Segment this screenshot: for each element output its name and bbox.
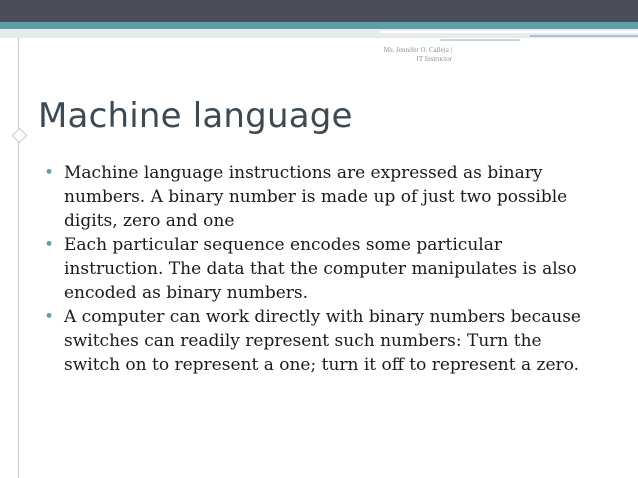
bullet-list bbox=[40, 161, 600, 377]
bullet-item bbox=[40, 233, 600, 305]
bullet-dot: • bbox=[44, 235, 55, 255]
bullet-text: Machine language instructions are expressed as binary numbers. A binary number is made up of just two possible digits, zero and one bbox=[64, 163, 568, 231]
header-band-teal bbox=[0, 22, 638, 29]
instructor-name: Ms. Jennifer O. Calleja | bbox=[383, 46, 452, 54]
bullet-dot: • bbox=[44, 163, 55, 183]
bullet-item bbox=[40, 161, 600, 233]
side-diamond-marker bbox=[12, 128, 28, 144]
header-band-dark bbox=[0, 0, 638, 22]
bullet-text: Each particular sequence encodes some particular instruction. The data that the computer manipulates is also encoded as binary numbers. bbox=[64, 235, 577, 303]
bullet-dot: • bbox=[44, 307, 55, 327]
bullet-text: A computer can work directly with binary numbers because switches can readily represent such numbers: Turn the switch on to represent a one; turn it off to represent a zero. bbox=[64, 307, 581, 375]
header-accent-line bbox=[530, 35, 638, 37]
side-rule bbox=[18, 38, 19, 478]
header-accent-line bbox=[380, 31, 638, 33]
bullet-item bbox=[40, 305, 600, 377]
slide-title: Machine language bbox=[38, 96, 353, 136]
header-accent-line bbox=[440, 39, 520, 41]
instructor-note bbox=[360, 46, 452, 64]
instructor-role: IT Instructor bbox=[416, 55, 452, 63]
